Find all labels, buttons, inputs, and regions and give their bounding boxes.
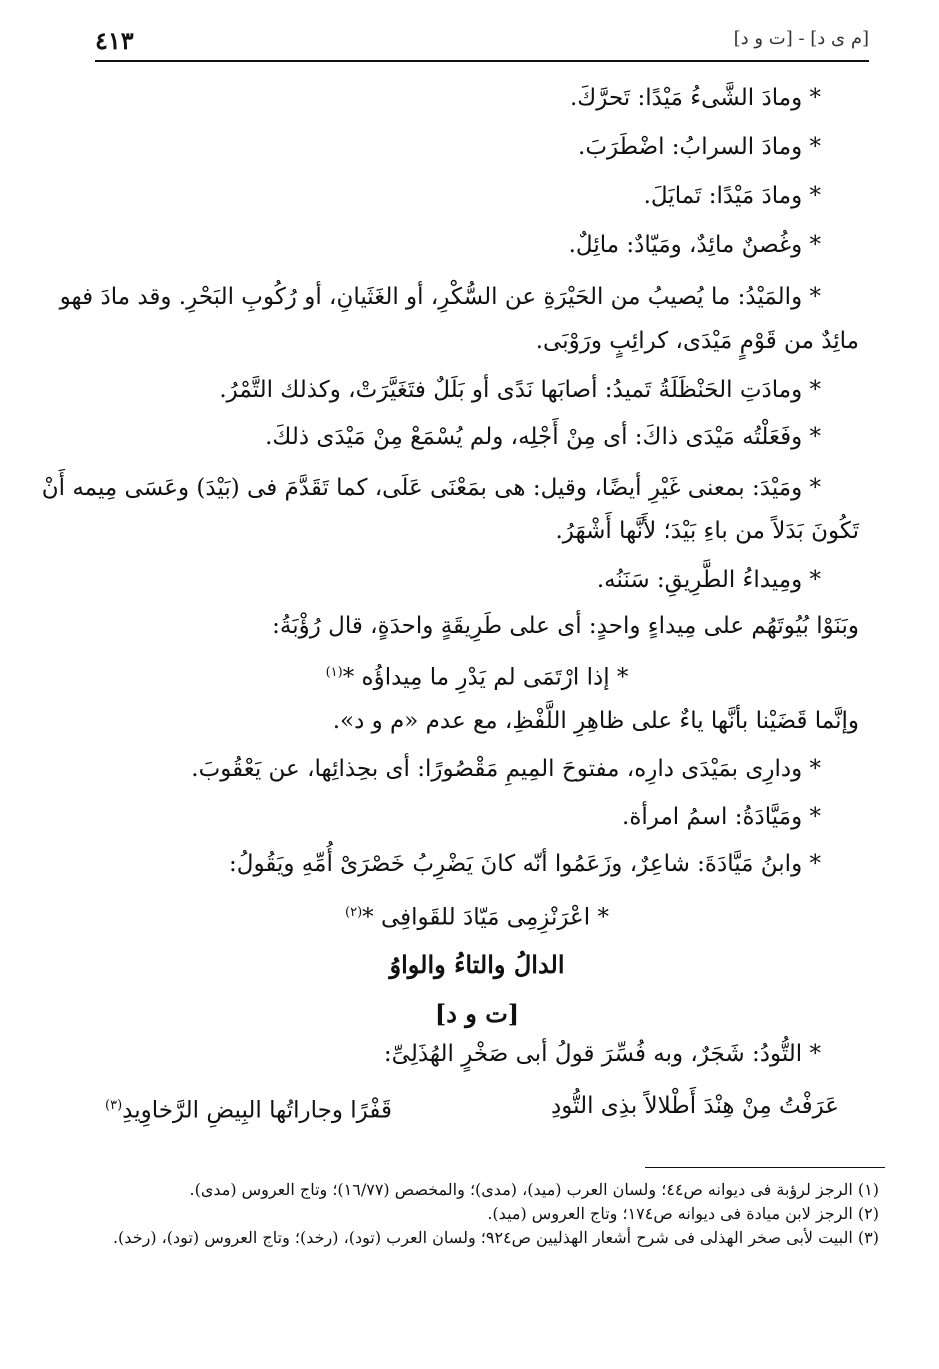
- text-line: * ومادَتِ الحَنْظَلَةُ تَميدُ: أصابَها نَدًى أو بَلَلٌ فتَغَيَّرَتْ، وكذلك التَّمْرُ.: [219, 377, 821, 403]
- footnote: (٣) البيت لأبى صخر الهذلى فى شرح أشعار الهذليين ص٩٢٤؛ ولسان العرب (تود)، (رخد)؛ وتاج العروس (تود)، (رخد).: [112, 1228, 879, 1247]
- verse-second-hemistich-group: [105, 1090, 392, 1127]
- text-line: وإنَّما قَضَيْنا بأنَّها ياءٌ على ظاهِرِ اللَّفْظِ، مع عدم «م و د».: [332, 708, 859, 734]
- verse-line: [95, 657, 859, 694]
- page-header: [95, 26, 869, 56]
- entry-root-heading: [ت و د]: [434, 999, 520, 1028]
- text-line: * وابنُ مَيَّادَةَ: شاعِرٌ، وزَعَمُوا أنّه كانَ يَضْرِبُ خَصْرَىْ أُمِّهِ ويَقُولُ:: [229, 851, 821, 877]
- text-line: مائِدٌ من قَوْمٍ مَيْدَى، كرائِبٍ ورَوْبَى.: [535, 328, 859, 354]
- text-line: * ومادَ الشَّىءُ مَيْدًا: تَحرَّكَ.: [569, 85, 821, 111]
- footnote-marker: (٣): [105, 1098, 123, 1113]
- text-line: * ومادَ مَيْدًا: تَمايَلَ.: [643, 183, 821, 209]
- text-line: * ومادَ السرابُ: اضْطَرَبَ.: [578, 134, 821, 160]
- header-rule: [95, 60, 869, 62]
- footnote-marker: (٢): [345, 905, 363, 920]
- text-line: تَكُونَ بَدَلاً من باءِ بَيْدَ؛ لأَنَّها أَشْهَرُ.: [555, 518, 859, 544]
- verse-text: * إذا ارْتَمَى لم يَدْرِ ما مِيداؤُه *: [342, 664, 629, 691]
- text-line: * وفَعَلْتُه مَيْدَى ذاكَ: أى مِنْ أَجْلِه، ولم يُسْمَعْ مِنْ مَيْدَى ذلكَ.: [265, 424, 821, 450]
- footnote-rule: [645, 1167, 885, 1168]
- verse-first-hemistich: عَرَفْتُ مِنْ هِنْدَ أَطْلالاً بذِى التُّودِ: [551, 1093, 839, 1119]
- page-number: ٤١٣: [95, 26, 134, 55]
- text-line: * ومَيْدَ: بمعنى غَيْرِ أيضًا، وقيل: هى بمَعْنَى عَلَى، كما تَقَدَّمَ فى (بَيْدَ) وعَسَى مِيمه أَنْ: [41, 475, 821, 501]
- verse-second-hemistich: قَفْرًا وجاراتُها البِيضِ الرَّخاوِيدِ: [122, 1097, 392, 1124]
- footnotes: [95, 1178, 879, 1250]
- text-line: * والمَيْدُ: ما يُصيبُ من الحَيْرَةِ عن السُّكْرِ، أو الغَثَيانِ، أو رُكُوبِ البَحْرِ. وقد مادَ فهو: [59, 284, 821, 310]
- text-line: * وغُصنٌ مائِدٌ، ومَيّادٌ: مائِلٌ.: [568, 232, 821, 258]
- footnote-marker: (١): [325, 665, 343, 680]
- text-line: * ومَيَّادَةُ: اسمُ امرأة.: [622, 804, 821, 830]
- text-line: * ومِيداءُ الطَّرِيقِ: سَنَنُه.: [596, 567, 821, 593]
- text-line: وبَنَوْا بُيُوتَهُم على مِيداءٍ واحدٍ: أى على طَرِيقَةٍ واحدَةٍ، قال رُؤْبَةُ:: [272, 613, 859, 639]
- text-line: * التُّودُ: شَجَرٌ، وبه فُسِّرَ قولُ أبى صَخْرٍ الهُذَلِىِّ:: [383, 1041, 821, 1067]
- footnote: (٢) الرجز لابن ميادة فى ديوانه ص١٧٤؛ وتاج العروس (ميد).: [487, 1204, 879, 1223]
- verse-line: [95, 897, 859, 934]
- verse-text: * اعْرَنْزِمِى مَيّادَ للقَوافِى *: [362, 904, 609, 931]
- footnote: (١) الرجز لرؤبة فى ديوانه ص٤٤؛ ولسان العرب (ميد)، (مدى)؛ والمخصص (١٦/٧٧)؛ وتاج العروس (مدى).: [189, 1180, 879, 1199]
- text-line: * ودارِى بمَيْدَى دارِه، مفتوحَ المِيمِ مَقْصُورًا: أى بحِذائِها، عن يَعْقُوبَ.: [191, 756, 821, 782]
- section-heading: الدالُ والتاءُ والواوُ: [389, 950, 565, 979]
- running-head-root-range: [م ى د] - [ت و د]: [733, 28, 869, 49]
